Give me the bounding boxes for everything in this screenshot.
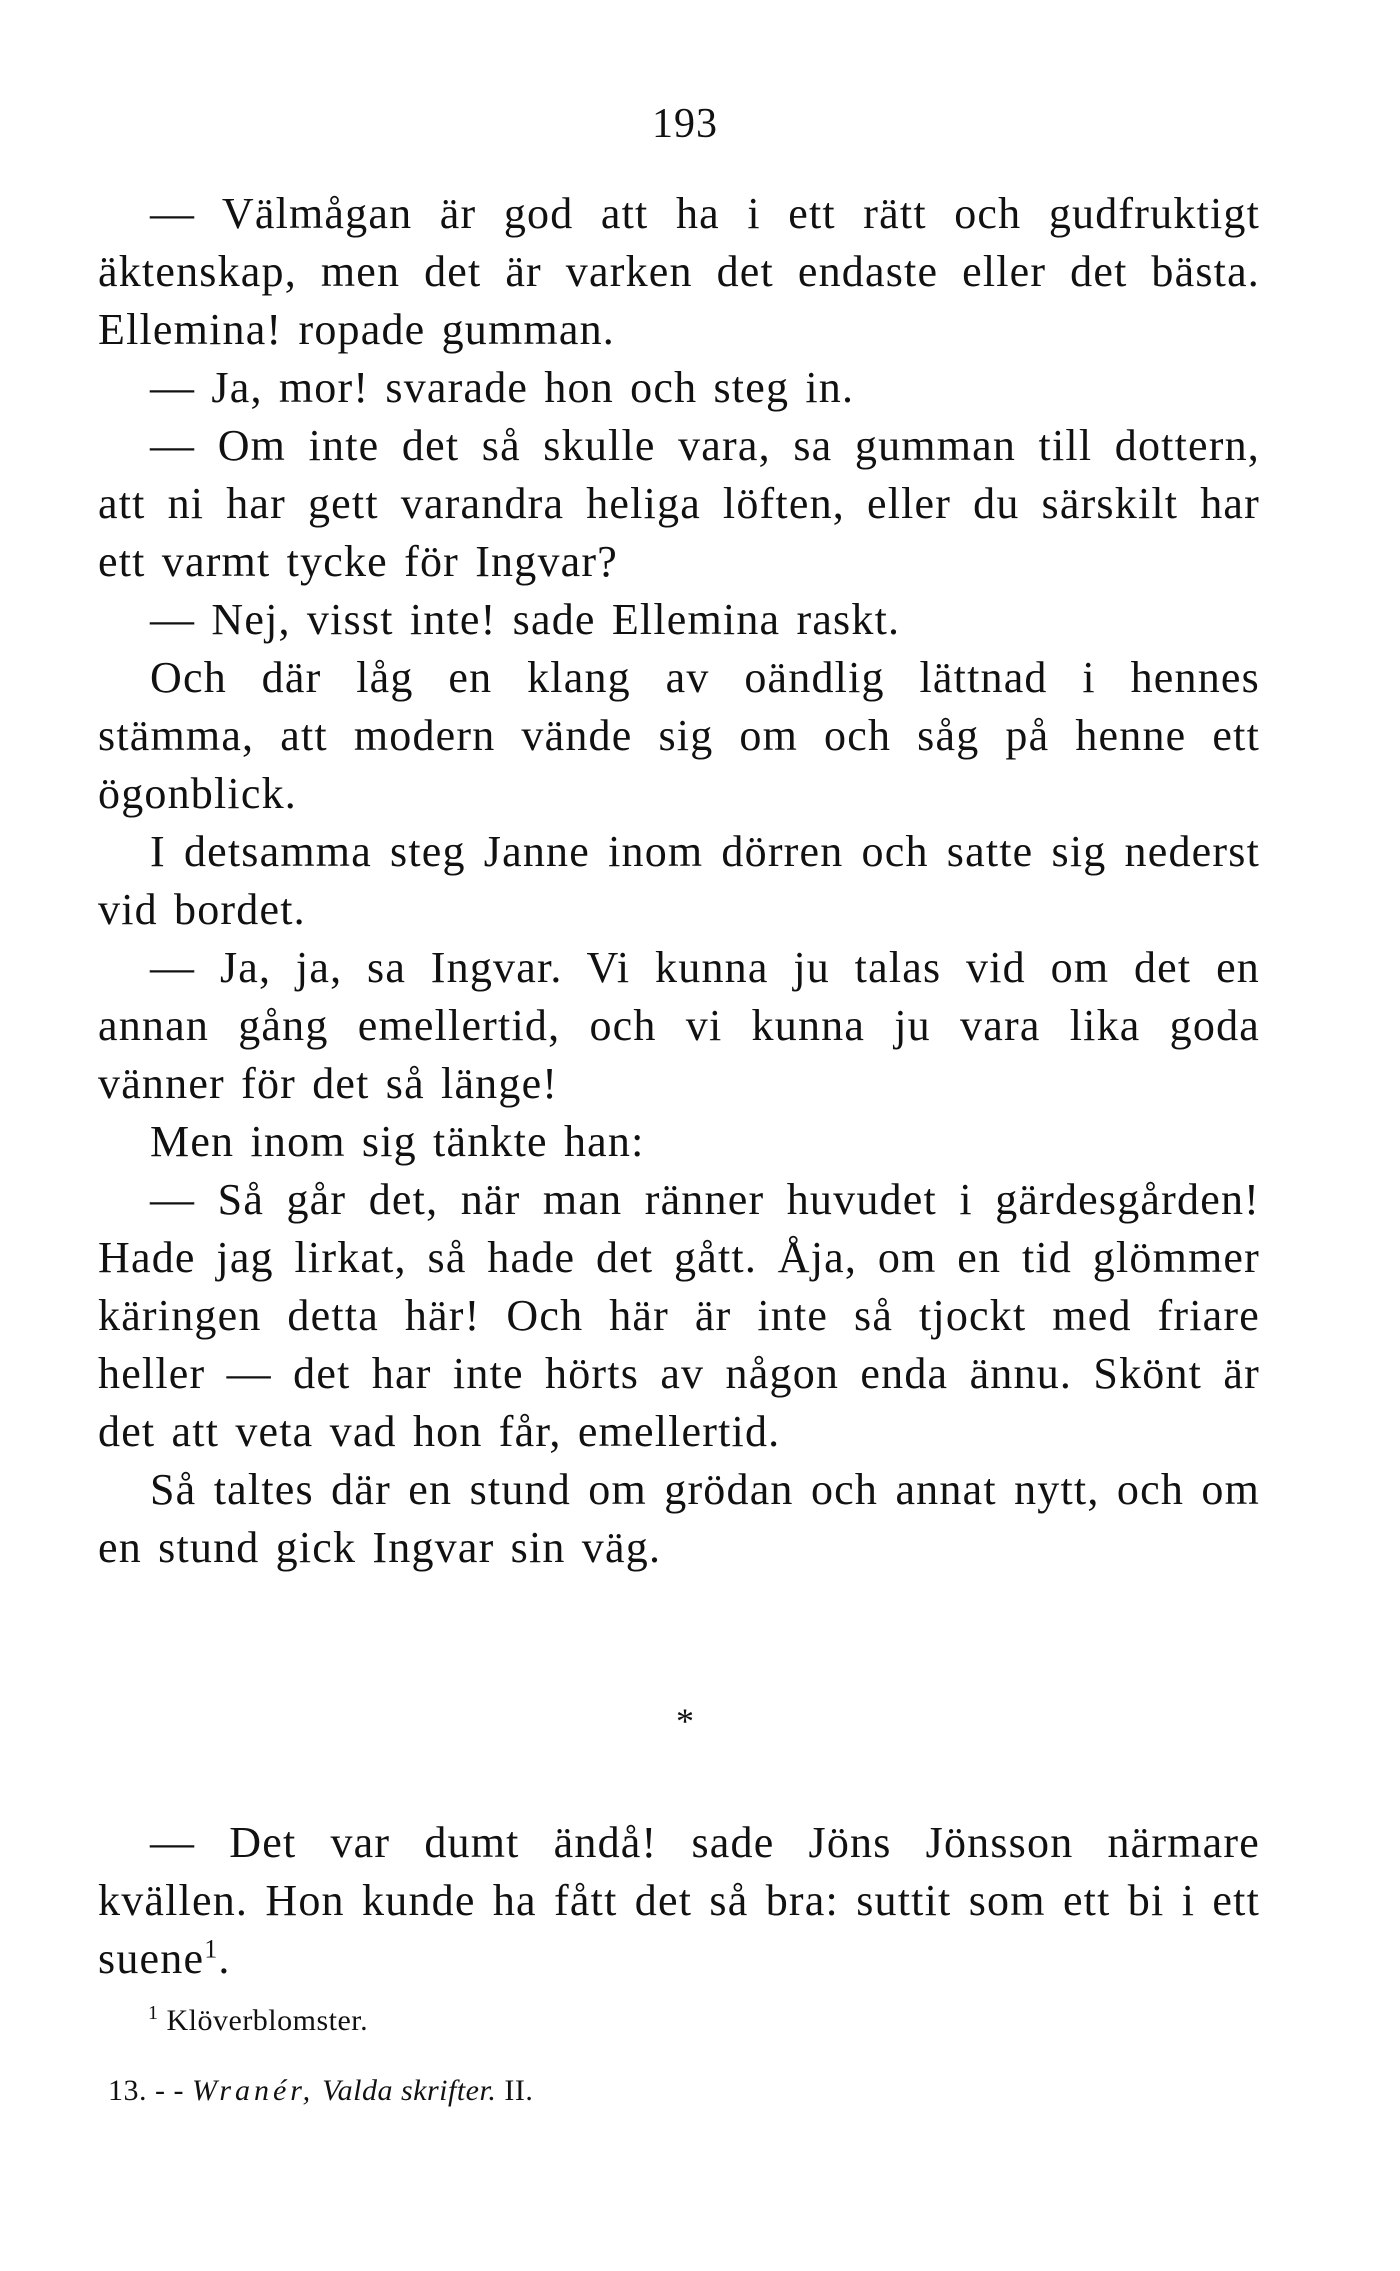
section-break-asterisk: * bbox=[676, 1701, 694, 1741]
paragraph: — Ja, mor! svarade hon och steg in. bbox=[150, 363, 855, 412]
main-text bbox=[98, 185, 1260, 1577]
paragraph: Så taltes där en stund om grödan och annat nytt, och om en stund gick Ingvar sin väg. bbox=[98, 1465, 1260, 1572]
sentence-end: . bbox=[218, 1934, 231, 1983]
paragraph: — Om inte det så skulle vara, sa gumman till dottern, att ni har gett varandra heliga löften, eller du särskilt har ett varmt tycke för Ingvar? bbox=[98, 421, 1260, 586]
after-break-text bbox=[98, 1814, 1260, 1988]
sheet-number: 13. - - bbox=[108, 2074, 184, 2107]
footnote-text: Klöverblomster. bbox=[166, 2004, 369, 2037]
paragraph: — Välmågan är god att ha i ett rätt och gudfruktigt äktenskap, men det är varken det endaste eller det bästa. Ellemina! ropade gumman. bbox=[98, 189, 1260, 354]
after-break-sentence: — Det var dumt ändå! sade Jöns Jönsson närmare kvällen. Hon kunde ha fått det så bra: suttit som ett bi i ett suene bbox=[98, 1818, 1260, 1983]
paragraph: Och där låg en klang av oändlig lättnad i hennes stämma, att modern vände sig om och såg på henne ett ögonblick. bbox=[98, 653, 1260, 818]
volume-number: II. bbox=[504, 2074, 534, 2107]
paragraph: — Så går det, när man ränner huvudet i gärdesgården! Hade jag lirkat, så hade det gått. Åja, om en tid glömmer käringen detta här! Och här är inte så tjockt med friare heller — det har inte hörts av någon enda ännu. Skönt är det att veta vad hon får, emellertid. bbox=[98, 1175, 1260, 1456]
paragraph: — Nej, visst inte! sade Ellemina raskt. bbox=[150, 595, 901, 644]
footnote-marker: 1 bbox=[148, 2002, 159, 2024]
paragraph: — Ja, ja, sa Ingvar. Vi kunna ju talas vid om det en annan gång emellertid, och vi kunna ju vara lika goda vänner för det så länge! bbox=[98, 943, 1260, 1108]
paragraph bbox=[98, 1814, 1260, 1988]
page-number: 193 bbox=[652, 101, 718, 147]
footnote-reference: 1 bbox=[204, 1934, 219, 1964]
paragraph: Men inom sig tänkte han: bbox=[150, 1117, 645, 1166]
author-name: Wranér, bbox=[191, 2074, 315, 2107]
book-title: Valda skrifter. bbox=[322, 2074, 497, 2107]
footnote bbox=[148, 2004, 368, 2038]
paragraph: I detsamma steg Janne inom dörren och satte sig nederst vid bordet. bbox=[98, 827, 1260, 934]
printer-signature-line bbox=[108, 2074, 533, 2108]
